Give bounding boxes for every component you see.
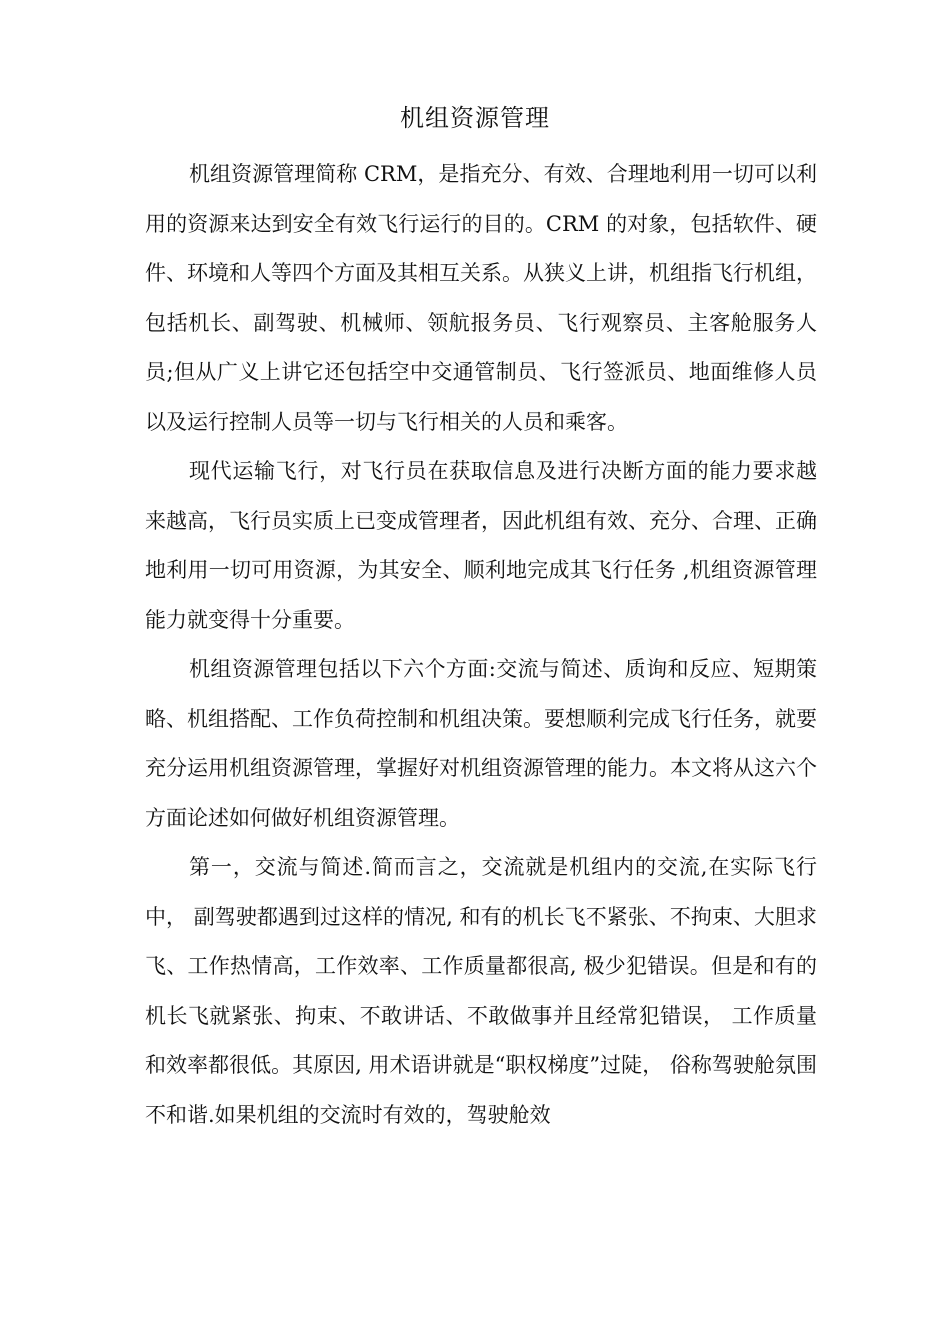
paragraph-modern-flight: 现代运输飞行，对飞行员在获取信息及进行决断方面的能力要求越来越高，飞行员实质上已变成管理者，因此机组有效、充分、合理、正确地利用一切可用资源，为其安全、顺利地完成其飞行任务 ,机组资源管理能力就变得十分重要。 [145,459,817,632]
document-title: 机组资源管理 [400,104,550,132]
paragraph-crm-definition: 机组资源管理简称 CRM，是指充分、有效、合理地利用一切可以利用的资源来达到安全有效飞行运行的目的。CRM 的对象，包括软件、硬件、环境和人等四个方面及其相互关系。从狭义上讲，机组指飞行机组，包括机长、副驾驶、机械师、领航报务员、飞行观察员、主客舱服务人员;但从广义上讲它还包括空中交通管制员、飞行签派员、地面维修人员以及运行控制人员等一切与飞行相关的人员和乘客。 [145,162,817,434]
document-body [145,150,817,1140]
paragraph-communication: 第一，交流与简述.简而言之，交流就是机组内的交流,在实际飞行中， 副驾驶都遇到过这样的情况, 和有的机长飞不紧张、不拘束、大胆求飞、工作热情高，工作效率、工作质量都很高, 极少犯错误。但是和有的机长飞就紧张、拘束、不敢讲话、不敢做事并且经常犯错误， 工作质量和效率都很低。其原因, 用术语讲就是“职权梯度”过陡， 俗称驾驶舱氛围不和谐.如果机组的交流时有效的，驾驶舱效 [145,855,817,1127]
paragraph-six-aspects: 机组资源管理包括以下六个方面:交流与简述、质询和反应、短期策略、机组搭配、工作负荷控制和机组决策。要想顺利完成飞行任务，就要充分运用机组资源管理，掌握好对机组资源管理的能力。本文将从这六个方面论述如何做好机组资源管理。 [145,657,817,830]
